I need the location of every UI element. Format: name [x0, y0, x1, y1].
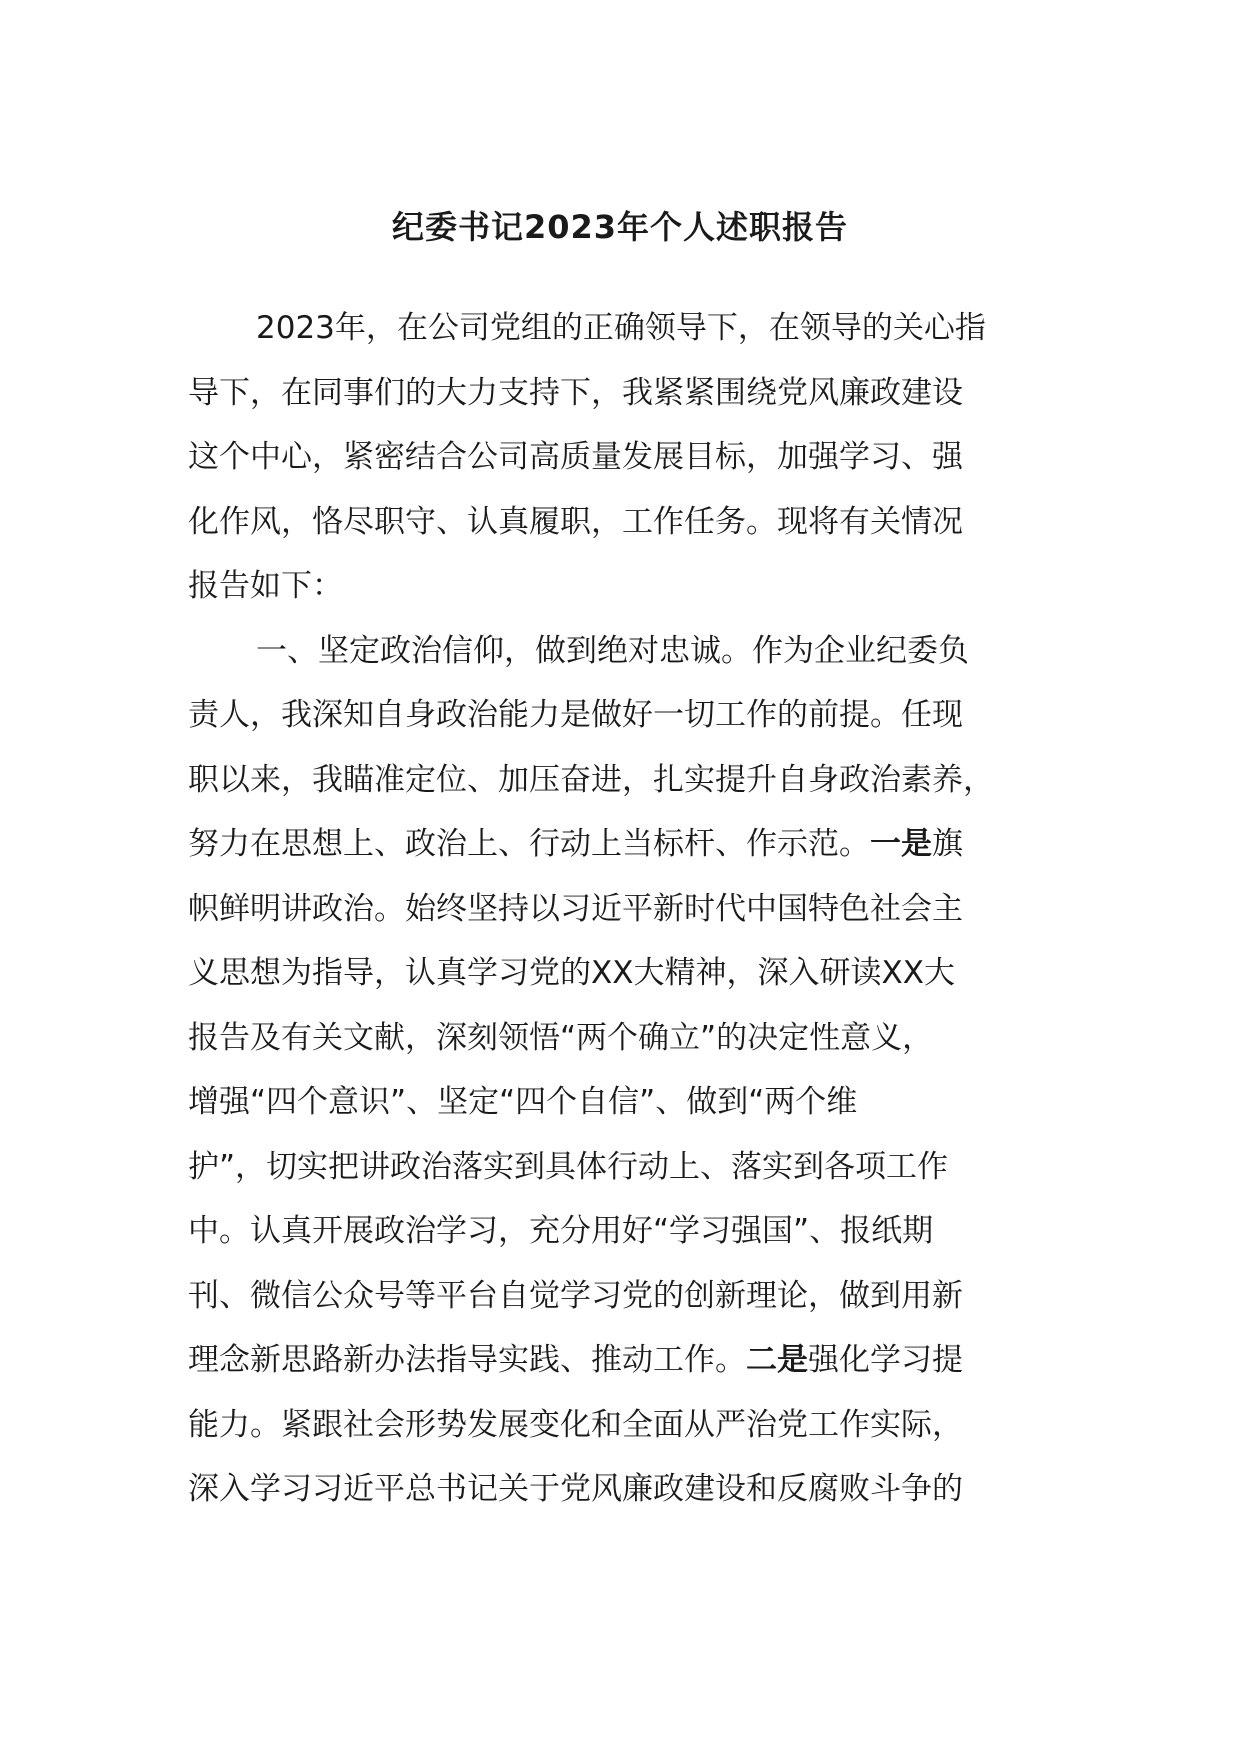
paragraph-line: 义思想为指导，认真学习党的XX大精神，深入研读XX大: [188, 955, 955, 991]
paragraph-line: 增强“四个意识”、坚定“四个自信”、做到“两个维: [188, 1084, 858, 1120]
paragraph-line: 化作风，恪尽职守、认真履职，工作任务。现将有关情况: [188, 503, 963, 540]
document-title: 纪委书记2023年个人述职报告: [391, 208, 849, 246]
bold-text-run: 一是: [870, 826, 932, 862]
paragraph-line: 报告如下：: [188, 568, 343, 604]
text-run: 理念新思路新办法指导实践、推动工作。: [188, 1342, 746, 1378]
text-run: 旗: [932, 826, 963, 862]
paragraph-line: 报告及有关文献，深刻领悟“两个确立”的决定性意义，: [188, 1019, 934, 1056]
document-body: [188, 296, 1058, 1522]
text-run: 强化学习提: [808, 1342, 963, 1378]
paragraph-line: 导下，在同事们的大力支持下，我紧紧围绕党风廉政建设: [188, 374, 963, 411]
paragraph-line: 刊、微信公众号等平台自觉学习党的创新理论，做到用新: [188, 1277, 963, 1314]
paragraph-line: 这个中心，紧密结合公司高质量发展目标，加强学习、强: [188, 439, 963, 475]
paragraph-line: [188, 1328, 1058, 1393]
paragraph-line: 中。认真开展政治学习，充分用好“学习强国”、报纸期: [188, 1213, 934, 1249]
paragraph-line: 2023年，在公司党组的正确领导下，在领导的关心指: [256, 310, 986, 346]
paragraph-line: 帜鲜明讲政治。始终坚持以习近平新时代中国特色社会主: [188, 890, 963, 927]
paragraph-line: [188, 812, 1058, 877]
paragraph-line: 能力。紧跟社会形势发展变化和全面从严治党工作实际，: [188, 1406, 963, 1443]
paragraph-line: 一、坚定政治信仰，做到绝对忠诚。作为企业纪委负: [256, 632, 969, 669]
bold-text-run: 二是: [746, 1342, 808, 1378]
paragraph-line: 深入学习习近平总书记关于党风廉政建设和反腐败斗争的: [188, 1471, 963, 1507]
text-run: 努力在思想上、政治上、行动上当标杆、作示范。: [188, 826, 870, 862]
paragraph-line: 责人，我深知自身政治能力是做好一切工作的前提。任现: [188, 697, 963, 733]
paragraph-line: 护”，切实把讲政治落实到具体行动上、落实到各项工作: [188, 1148, 949, 1185]
paragraph-line: 职以来，我瞄准定位、加压奋进，扎实提升自身政治素养，: [188, 761, 994, 798]
